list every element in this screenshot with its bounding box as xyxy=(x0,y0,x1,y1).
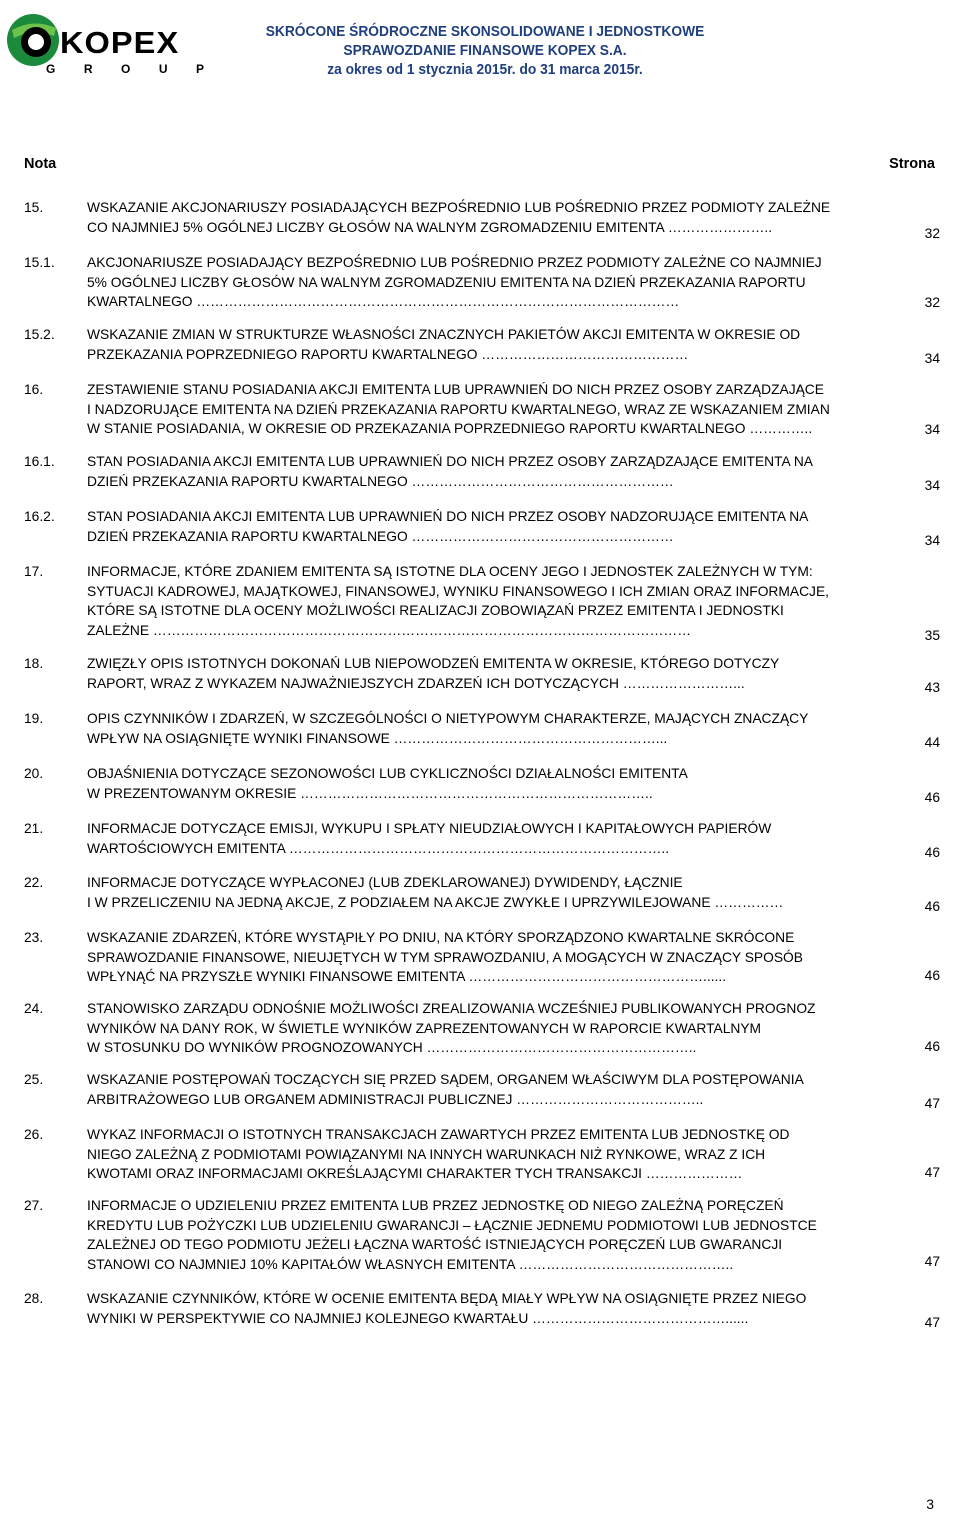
toc-entry-number: 15.1. xyxy=(24,255,55,270)
toc-entry-title-line: NIEGO ZALEŻNĄ Z PODMIOTAMI POWIĄZANYMI NA INNYCH WARUNKACH NIŻ RYNKOWE, WRAZ Z ICH xyxy=(87,1146,766,1162)
toc-entry-title xyxy=(87,380,877,439)
toc-entry-page: 35 xyxy=(924,628,940,643)
toc-entry-page: 34 xyxy=(924,533,940,548)
toc-entry-page: 32 xyxy=(924,226,940,241)
toc-entry-title-line: STANOWI CO NAJMNIEJ 10% KAPITAŁÓW WŁASNYCH EMITENTA ……………………………………….. xyxy=(87,1256,734,1272)
toc-entry-number: 17. xyxy=(24,564,44,579)
toc-entry[interactable] xyxy=(0,452,960,497)
logo-letter: G xyxy=(46,62,56,76)
logo-wordmark: KOPEX xyxy=(60,25,180,60)
toc-entry-title xyxy=(87,654,877,693)
toc-entry[interactable] xyxy=(0,507,960,552)
toc-entry-page: 43 xyxy=(924,680,940,695)
toc-entry-title-line: WYNIKÓW NA DANY ROK, W ŚWIETLE WYNIKÓW ZAPREZENTOWANYCH W RAPORCIE KWARTALNYM xyxy=(87,1020,762,1036)
toc-entry-page: 47 xyxy=(924,1165,940,1180)
toc-entry-title xyxy=(87,1196,877,1274)
toc-entry[interactable] xyxy=(0,1289,960,1334)
toc-entry-page: 47 xyxy=(924,1315,940,1330)
toc-entry-title xyxy=(87,819,877,858)
logo-globe-icon xyxy=(6,8,66,68)
toc-entry-title-line: PRZEKAZANIA POPRZEDNIEGO RAPORTU KWARTALNEGO ……………………………………… xyxy=(87,346,689,362)
toc-entry-title-line: WSKAZANIE AKCJONARIUSZY POSIADAJĄCYCH BEZPOŚREDNIO LUB POŚREDNIO PRZEZ PODMIOTY ZALEŻNE xyxy=(87,200,831,215)
toc-entry-title xyxy=(87,507,877,546)
toc-entry[interactable] xyxy=(0,325,960,370)
footer-page-number: 3 xyxy=(926,1496,934,1512)
toc-entry-title-line: STANOWISKO ZARZĄDU ODNOŚNIE MOŻLIWOŚCI ZREALIZOWANIA WCZEŚNIEJ PUBLIKOWANYCH PROGNOZ xyxy=(87,1001,816,1016)
toc-entry[interactable] xyxy=(0,1196,960,1280)
toc-entry-number: 16. xyxy=(24,382,44,397)
toc-entry-title-line: KTÓRE SĄ ISTOTNE DLA OCENY MOŻLIWOŚCI REALIZACJI ZOBOWIĄZAŃ PRZEZ EMITENTA I JEDNOSTKI xyxy=(87,603,784,618)
toc-entry-page: 34 xyxy=(924,351,940,366)
toc-entry-title-line: ARBITRAŻOWEGO LUB ORGANEM ADMINISTRACJI PUBLICZNEJ ………………………………….. xyxy=(87,1091,704,1107)
toc-entry[interactable] xyxy=(0,562,960,646)
toc-entry[interactable] xyxy=(0,253,960,318)
toc-entry-number: 26. xyxy=(24,1127,44,1142)
logo-letter: R xyxy=(83,62,93,76)
toc-entry-page: 34 xyxy=(924,478,940,493)
toc-entry-title-line: KREDYTU LUB POŻYCZKI LUB UDZIELENIU GWARANCJI – ŁĄCZNIE JEDNEMU PODMIOTOWI LUB JEDNOSTCE xyxy=(87,1217,817,1233)
toc-entry-title xyxy=(87,562,877,640)
toc-entry-title-line: WPŁYNĄĆ NA PRZYSZŁE WYNIKI FINANSOWE EMITENTA ……………………………………………...... xyxy=(87,969,727,984)
toc-entry-page: 46 xyxy=(924,968,940,983)
toc-entry[interactable] xyxy=(0,764,960,809)
toc-entry-title xyxy=(87,452,877,491)
toc-entry-number: 28. xyxy=(24,1291,44,1306)
toc-entry-title-line: WYNIKI W PERSPEKTYWIE CO NAJMNIEJ KOLEJNEGO KWARTAŁU ……………………………………...... xyxy=(87,1310,749,1326)
toc-entry-page: 47 xyxy=(924,1254,940,1269)
toc-entry-title-line: STAN POSIADANIA AKCJI EMITENTA LUB UPRAWNIEŃ DO NICH PRZEZ OSOBY ZARZĄDZAJĄCE EMITENTA NA xyxy=(87,454,813,469)
toc-entry-page: 47 xyxy=(924,1096,940,1111)
toc-entry-title xyxy=(87,999,877,1058)
toc-entry-title xyxy=(87,873,877,912)
toc-entry-title-line: INFORMACJE, KTÓRE ZDANIEM EMITENTA SĄ ISTOTNE DLA OCENY JEGO I JEDNOSTEK ZALEŻNYCH W TYM: xyxy=(87,564,813,579)
toc-entry-title-line: WSKAZANIE CZYNNIKÓW, KTÓRE W OCENIE EMITENTA BĘDĄ MIAŁY WPŁYW NA OSIĄGNIĘTE PRZEZ NIEGO xyxy=(87,1291,807,1306)
toc-entry-title xyxy=(87,253,877,312)
toc-entry-title-line: ZWIĘZŁY OPIS ISTOTNYCH DOKONAŃ LUB NIEPOWODZEŃ EMITENTA W OKRESIE, KTÓREGO DOTYCZY xyxy=(87,656,780,671)
toc-entry-page: 34 xyxy=(924,422,940,437)
toc-entry-title-line: W STOSUNKU DO WYNIKÓW PROGNOZOWANYCH ………………………………………………….. xyxy=(87,1040,697,1055)
toc-entry-number: 15. xyxy=(24,200,44,215)
toc-entry-title xyxy=(87,709,877,748)
toc-entry-number: 22. xyxy=(24,875,44,890)
toc-entry-title-line: WSKAZANIE ZDARZEŃ, KTÓRE WYSTĄPIŁY PO DNIU, NA KTÓRY SPORZĄDZONO KWARTALNE SKRÓCONE xyxy=(87,930,795,945)
toc-entry-title xyxy=(87,928,877,987)
column-header-nota: Nota xyxy=(24,156,57,172)
toc-entry-title-line: INFORMACJE DOTYCZĄCE WYPŁACONEJ (LUB ZDEKLAROWANEJ) DYWIDENDY, ŁĄCZNIE xyxy=(87,875,683,890)
toc-entry-title xyxy=(87,325,877,364)
toc-entry-number: 19. xyxy=(24,711,44,726)
logo-letter: U xyxy=(158,62,168,76)
logo-letter: P xyxy=(195,62,204,76)
toc-entry-title-line: SYTUACJI KADROWEJ, MAJĄTKOWEJ, FINANSOWEJ, WYNIKU FINANSOWEGO I ICH ZMIAN ORAZ INFORMACJE, xyxy=(87,583,829,599)
toc-entry-title-line: CO NAJMNIEJ 5% OGÓLNEJ LICZBY GŁOSÓW NA WALNYM ZGROMADZENIU EMITENTA ………………….. xyxy=(87,219,773,235)
toc-entry-page: 46 xyxy=(924,899,940,914)
toc-entry-page: 32 xyxy=(924,295,940,310)
toc-entry-title-line: OPIS CZYNNIKÓW I ZDARZEŃ, W SZCZEGÓLNOŚCI O NIETYPOWYM CHARAKTERZE, MAJĄCYCH ZNACZĄCY xyxy=(87,711,809,726)
toc-entry-title-line: INFORMACJE DOTYCZĄCE EMISJI, WYKUPU I SPŁATY NIEUDZIAŁOWYCH I KAPITAŁOWYCH PAPIERÓW xyxy=(87,821,772,836)
toc-entry-title-line: AKCJONARIUSZE POSIADAJĄCY BEZPOŚREDNIO LUB POŚREDNIO PRZEZ PODMIOTY ZALEŻNE CO NAJMNIEJ xyxy=(87,255,822,270)
header-line-2: SPRAWOZDANIE FINANSOWE KOPEX S.A. xyxy=(343,43,627,59)
kopex-logo xyxy=(6,6,202,76)
toc-entry-number: 21. xyxy=(24,821,44,836)
toc-entry-number: 20. xyxy=(24,766,44,781)
toc-entry-title xyxy=(87,1289,877,1328)
toc-entry[interactable] xyxy=(0,1070,960,1115)
toc-entry[interactable] xyxy=(0,873,960,918)
toc-entry-title-line: I NADZORUJĄCE EMITENTA NA DZIEŃ PRZEKAZANIA RAPORTU KWARTALNEGO, WRAZ ZE WSKAZANIEM ZMIAN xyxy=(87,401,830,417)
toc-entry-title xyxy=(87,1125,877,1184)
toc-entry-title-line: WYKAZ INFORMACJI O ISTOTNYCH TRANSAKCJACH ZAWARTYCH PRZEZ EMITENTA LUB JEDNOSTKĘ OD xyxy=(87,1127,790,1142)
toc-entry-title-line: DZIEŃ PRZEKAZANIA RAPORTU KWARTALNEGO ………………………………………………… xyxy=(87,473,674,489)
toc-entry-title-line: DZIEŃ PRZEKAZANIA RAPORTU KWARTALNEGO ………………………………………………… xyxy=(87,528,674,544)
toc-entry-number: 24. xyxy=(24,1001,44,1016)
toc-entry-number: 27. xyxy=(24,1198,44,1213)
toc-entry-title-line: INFORMACJE O UDZIELENIU PRZEZ EMITENTA LUB PRZEZ JEDNOSTKĘ OD NIEGO ZALEŻNĄ PORĘCZEŃ xyxy=(87,1198,784,1213)
toc-entry-title xyxy=(87,764,877,803)
toc-entry-page: 46 xyxy=(924,1039,940,1054)
toc-entry[interactable] xyxy=(0,819,960,864)
toc-entry[interactable] xyxy=(0,198,960,243)
toc-entry-title-line: WSKAZANIE ZMIAN W STRUKTURZE WŁASNOŚCI ZNACZNYCH PAKIETÓW AKCJI EMITENTA W OKRESIE OD xyxy=(87,327,801,342)
toc-entry-title-line: KWOTAMI ORAZ INFORMACJAMI OKREŚLAJĄCYMI CHARAKTER TYCH TRANSAKCJI ………………… xyxy=(87,1166,743,1181)
toc-entry-title-line: ZALEŻNE ……………………………………………………………………………………………………… xyxy=(87,622,692,638)
toc-entry-title xyxy=(87,198,877,237)
toc-entry-title-line: KWARTALNEGO …………………………………………………………………………………………… xyxy=(87,294,680,309)
toc-entry-title-line: ZESTAWIENIE STANU POSIADANIA AKCJI EMITENTA LUB UPRAWNIEŃ DO NICH PRZEZ OSOBY ZARZĄDZAJĄCE xyxy=(87,382,824,397)
toc-entry[interactable] xyxy=(0,380,960,445)
toc-entry-title-line: STAN POSIADANIA AKCJI EMITENTA LUB UPRAWNIEŃ DO NICH PRZEZ OSOBY NADZORUJĄCE EMITENTA NA xyxy=(87,509,809,524)
toc-entry-title-line: SPRAWOZDANIE FINANSOWE, NIEUJĘTYCH W TYM SPRAWOZDANIU, A MOGĄCYCH W ZNACZĄCY SPOSÓB xyxy=(87,949,803,965)
toc-entry-title-line: I W PRZELICZENIU NA JEDNĄ AKCJE, Z PODZIAŁEM NA AKCJE ZWYKŁE I UPRZYWILEJOWANE …………… xyxy=(87,894,784,910)
toc-entry-title-line: W STANIE POSIADANIA, W OKRESIE OD PRZEKAZANIA POPRZEDNIEGO RAPORTU KWARTALNEGO ………….. xyxy=(87,421,813,436)
toc-entry-number: 25. xyxy=(24,1072,44,1087)
toc-entry-title-line: RAPORT, WRAZ Z WYKAZEM NAJWAŻNIEJSZYCH ZDARZEŃ ICH DOTYCZĄCYCH ……………………... xyxy=(87,675,745,691)
toc-entry-title-line: WARTOŚCIOWYCH EMITENTA ……………………………………………………………………….. xyxy=(87,840,670,856)
toc-entry-page: 46 xyxy=(924,790,940,805)
logo-letter: O xyxy=(120,62,131,76)
toc-entry[interactable] xyxy=(0,654,960,699)
toc-entry-title-line: WSKAZANIE POSTĘPOWAŃ TOCZĄCYCH SIĘ PRZED SĄDEM, ORGANEM WŁAŚCIWYM DLA POSTĘPOWANIA xyxy=(87,1072,804,1087)
toc-entry[interactable] xyxy=(0,999,960,1064)
toc-entry-title xyxy=(87,1070,877,1109)
toc-entry-page: 46 xyxy=(924,845,940,860)
toc-entry-number: 18. xyxy=(24,656,44,671)
logo-group-text xyxy=(46,62,204,76)
column-header-strona: Strona xyxy=(889,156,935,172)
toc-entry-title-line: W PREZENTOWANYM OKRESIE ………………………………………………………………….. xyxy=(87,785,653,801)
toc-entry-title-line: 5% OGÓLNEJ LICZBY GŁOSÓW NA WALNYM ZGROMADZENIU EMITENTA NA DZIEŃ PRZEKAZANIA RAPORTU xyxy=(87,274,806,290)
toc-entry-number: 23. xyxy=(24,930,44,945)
toc-entry[interactable] xyxy=(0,928,960,993)
toc-entry-number: 16.2. xyxy=(24,509,55,524)
toc-entry[interactable] xyxy=(0,709,960,754)
toc-entry-title-line: WPŁYW NA OSIĄGNIĘTE WYNIKI FINANSOWE …………………………………………………... xyxy=(87,730,668,746)
toc-entry-page: 44 xyxy=(924,735,940,750)
document-header xyxy=(233,23,737,80)
header-line-3: za okres od 1 stycznia 2015r. do 31 marca 2015r. xyxy=(327,62,643,78)
toc-entry-number: 16.1. xyxy=(24,454,55,469)
toc-entry-title-line: ZALEŻNEJ OD TEGO PODMIOTU JEŻELI ŁĄCZNA WARTOŚĆ ISTNIEJĄCYCH PORĘCZEŃ LUB GWARANCJI xyxy=(87,1237,783,1252)
header-line-1: SKRÓCONE ŚRÓDROCZNE SKONSOLIDOWANE I JEDNOSTKOWE xyxy=(265,24,705,40)
toc-entry-title-line: OBJAŚNIENIA DOTYCZĄCE SEZONOWOŚCI LUB CYKLICZNOŚCI DZIAŁALNOŚCI EMITENTA xyxy=(87,766,688,781)
toc-entry-number: 15.2. xyxy=(24,327,55,342)
toc-entry[interactable] xyxy=(0,1125,960,1190)
